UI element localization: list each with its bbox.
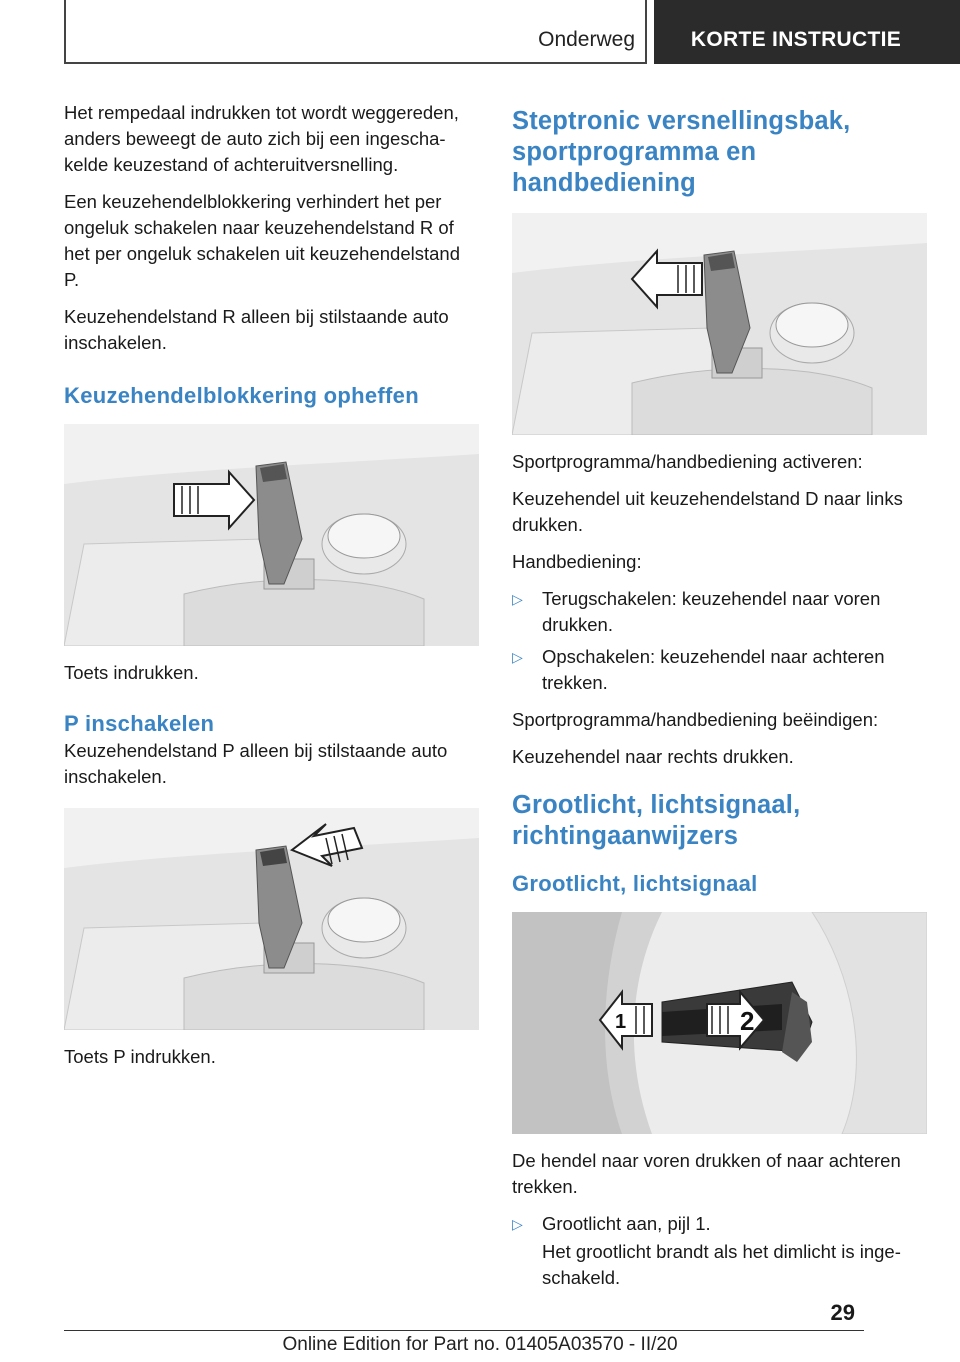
chapter-title: KORTE INSTRUCTIE — [690, 28, 902, 51]
footer-divider — [64, 1330, 864, 1331]
heading-steptronic: Steptronic versnellingsbak, sportprogramma en handbediening — [512, 107, 851, 197]
paragraph-activate: Sportprogramma/handbediening activeren: — [512, 451, 863, 472]
paragraph-activate-how: Keuzehendel uit keuzehendelstand D naar links drukken. — [512, 488, 903, 535]
heading-lights: Grootlicht, lichtsignaal, richtingaanwijzers — [512, 791, 801, 850]
figure-gear-selector-park — [64, 808, 479, 1030]
heading-highbeam: Grootlicht, lichtsignaal — [512, 871, 758, 896]
list-item: ▷ Terugschakelen: keuzehendel naar voren drukken. — [512, 588, 881, 635]
paragraph-end: Sportprogramma/handbediening beëindigen: — [512, 709, 879, 730]
section-title: Onderweg — [538, 28, 635, 51]
figure-gear-selector-sport — [512, 213, 927, 435]
figure-label-1: 1 — [615, 1011, 627, 1033]
caption-release: Toets indrukken. — [64, 662, 199, 683]
paragraph-lock: Een keuzehendelblokkering verhindert het per ongeluk schakelen naar keuzehendelstand R of het per ongeluk schakelen uit keuzehendelstand P. — [64, 191, 460, 290]
paragraph-manual: Handbediening: — [512, 551, 642, 572]
list-manual — [512, 586, 927, 696]
paragraph-end-how: Keuzehendel naar rechts drukken. — [512, 746, 794, 767]
triangle-bullet-icon: ▷ — [512, 591, 523, 607]
paragraph-lever: De hendel naar voren drukken of naar achteren trekken. — [512, 1150, 901, 1197]
figure-lever-highbeam — [512, 912, 927, 1134]
paragraph-highbeam-note: Het grootlicht brandt als het dimlicht is ingeschakeld. — [542, 1241, 901, 1288]
triangle-bullet-icon: ▷ — [512, 1216, 523, 1232]
heading-park: P inschakelen — [64, 711, 215, 736]
figure-gear-selector-unlock — [64, 424, 479, 646]
heading-release-lock: Keuzehendelblokkering opheffen — [64, 383, 419, 408]
page-number: 29 — [830, 1300, 855, 1325]
header-section-box — [64, 0, 647, 64]
list-highbeam — [512, 1211, 927, 1237]
list-item: ▷ Grootlicht aan, pijl 1. — [512, 1211, 927, 1237]
paragraph-reverse: Keuzehendelstand R alleen bij stilstaande auto inschakelen. — [64, 306, 449, 353]
right-column — [512, 100, 927, 1302]
paragraph-park: Keuzehendelstand P alleen bij stilstaande auto inschakelen. — [64, 740, 448, 787]
paragraph-brake: Het rempedaal indrukken tot wordt weggereden, anders beweegt de auto zich bij een ingeschakelde keuzestand of achteruitversnelling. — [64, 102, 459, 175]
triangle-bullet-icon: ▷ — [512, 649, 523, 665]
footer-edition: Online Edition for Part no. 01405A03570 - II/20 — [282, 1334, 678, 1355]
chapter-tab — [654, 0, 960, 64]
figure-label-2: 2 — [740, 1006, 755, 1036]
list-item: ▷ Opschakelen: keuzehendel naar achteren trekken. — [512, 646, 885, 693]
left-column — [64, 100, 479, 1081]
caption-park: Toets P indrukken. — [64, 1046, 216, 1067]
